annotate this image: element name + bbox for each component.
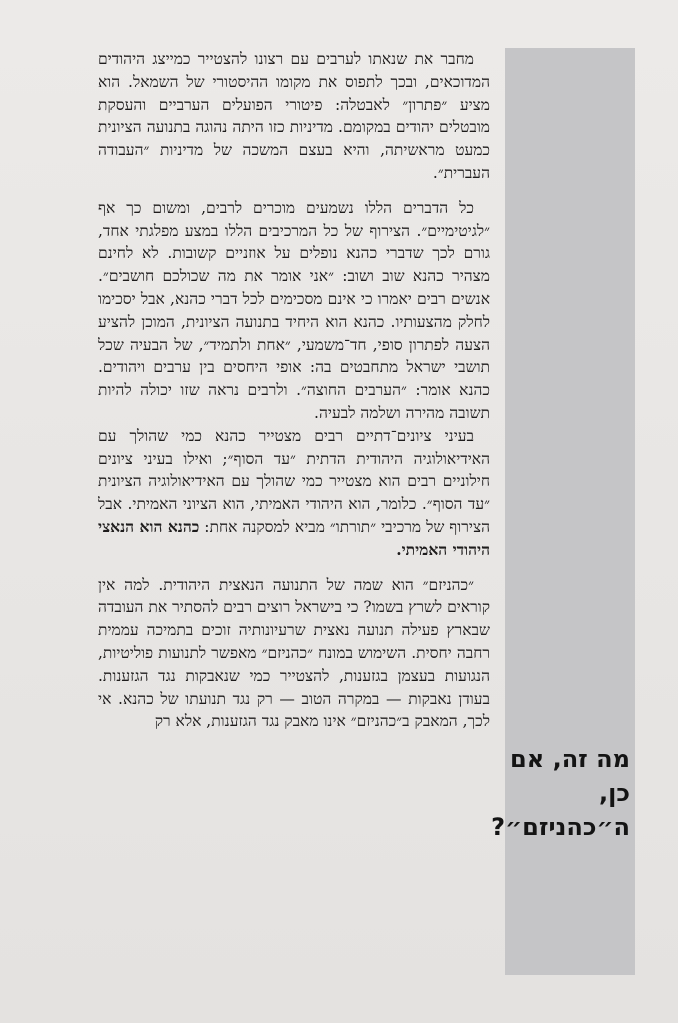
paragraph-1-text: מחבר את שנאתו לערבים עם רצונו להצטייר כמייצג היהודים המדוכאים, ובכך לתפוס את מקומו ההיסטורי של השמאל. הוא מציע ״פתרון״ לאבטלה: פיטורי הפועלים הערביים והעסקת מובטלים יהודים במקומם. מדיניות כזו היתה נהוגה בתנועה הציונית כמעט מראשיתה, והיא בעצם המשכה של מדיניות ״העבודה העברית״. xyxy=(98,50,490,182)
paragraph-2 xyxy=(98,197,490,425)
section-heading-line-2: כן, xyxy=(599,779,630,807)
paragraph-4 xyxy=(98,574,490,734)
paragraph-1 xyxy=(98,48,490,185)
paragraph-2-text: כל הדברים הללו נשמעים מוכרים לרבים, ומשום כך אף ״לגיטימיים״. הצירוף של כל המרכיבים הללו במצע מפלגתי אחד, גורם לכך שדברי כהנא נופלים על אוזניים קשובות. לא לחינם מצהיר כהנא שוב ושוב: ״אני אומר את מה שכולכם חושבים״. אנשים רבים יאמרו כי אינם מסכימים לכל דברי כהנא, אבל יסכימו לחלק מהצעותיו. כהנא הוא היחיד בתנועה הציונית, המוכן להציע הצעה לפתרון סופי, חד־משמעי, ״אחת ולתמיד״, של הבעיה שכל תושבי ישראל מתחבטים בה: אופי היחסים בין ערבים ויהודים. כהנא אומר: ״הערבים החוצה״. ולרבים נראה שזו יכולה להיות תשובה מהירה ושלמה לבעיה. xyxy=(98,198,490,422)
paragraph-4-text: ״כהניזם״ הוא שמה של התנועה הנאצית היהודית. למה אין קוראים לשרץ בשמו? כי בישראל רוצים רבים להסתיר את העובדה שבארץ פעילה תנועה נאצית שרעיונותיה זוכים בתמיכה עממית רחבה יחסית. השימוש במונח ״כהניזם״ מאפשר לתנועות פוליטיות, הנגועות בעצמן בגזענות, להצטייר כמי שנאבקות נגד הגזענות. בעודן נאבקות — במקרה הטוב — רק נגד תנועתו של כהנא. אי לכך, המאבק ב״כהניזם״ אינו מאבק נגד הגזענות, אלא רק xyxy=(98,575,490,731)
paragraph-3-bold-conclusion: כהנא הוא הנאצי היהודי האמיתי. xyxy=(98,516,490,559)
paragraph-3-text: בעיני ציונים־דתיים רבים מצטייר כהנא כמי שהולך עם האידיאולוגיה היהודית הדתית ״עד הסוף״; ואילו בעיני ציונים חילוניים רבים הוא מצטייר כמי שהולך עם האידיאולוגיה הציונית ״עד הסוף״. כלומר, הוא היהודי האמיתי, הוא הציוני האמיתי. אבל הצירוף של מרכיבי ״תורתו״ מביא למסקנה אחת: xyxy=(98,426,490,536)
paragraph-3 xyxy=(98,425,490,562)
article-column xyxy=(98,48,490,978)
section-heading xyxy=(491,742,630,844)
section-heading-line-1: מה זה, אם xyxy=(510,745,630,773)
section-heading-line-3: ה״כהניזם״? xyxy=(491,813,630,841)
